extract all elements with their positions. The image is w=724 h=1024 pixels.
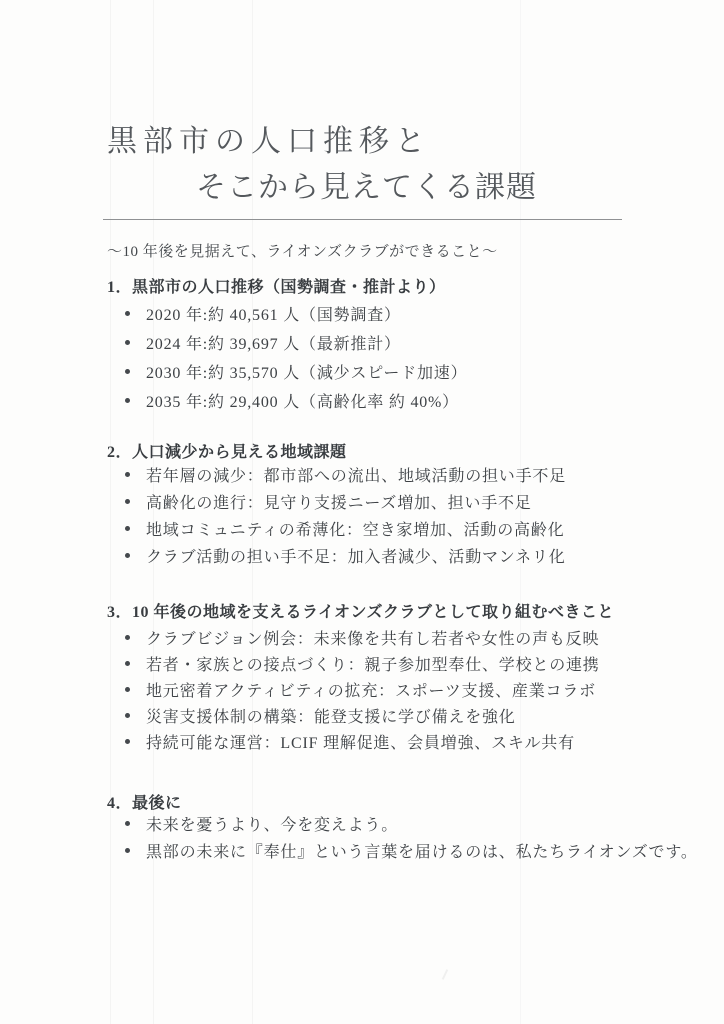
list-item-text: クラブビジョン例会：未来像を共有し若者や女性の声も反映 [146, 630, 600, 648]
list-item-text: 未来を憂うより、今を変えよう。 [146, 817, 399, 834]
list-item-text: 2024 年:約 39,697 人（最新推計） [146, 336, 401, 353]
list-item [125, 728, 600, 754]
list-item [125, 461, 566, 488]
section-2-list [125, 461, 566, 569]
list-item [125, 386, 467, 415]
section-1-list [125, 299, 467, 415]
list-item-text: 地元密着アクティビティの拡充：スポーツ支援、産業コラボ [146, 682, 596, 700]
list-item-text: 2030 年:約 35,570 人（減少スピード加速） [146, 365, 468, 382]
list-item-text: 2035 年:約 29,400 人（高齢化率 約 40%） [146, 394, 459, 411]
list-item [125, 702, 600, 728]
section-1-heading: 1．黒部市の人口推移（国勢調査・推計より） [107, 279, 446, 296]
bullet-icon [125, 553, 130, 558]
list-item [125, 837, 698, 864]
list-item [125, 357, 467, 386]
list-item [125, 624, 600, 650]
bullet-icon [125, 821, 130, 826]
bullet-icon [125, 311, 130, 316]
list-item [125, 676, 600, 702]
document-subtitle: ～10 年後を見据えて、ライオンズクラブができること～ [107, 244, 498, 260]
scan-smudge [442, 969, 448, 980]
list-item-text: クラブ活動の担い手不足：加入者減少、活動マンネリ化 [146, 549, 566, 566]
list-item-text: 黒部の未来に『奉仕』という言葉を届けるのは、私たちライオンズです。 [146, 844, 698, 861]
list-item-text: 災害支援体制の構築：能登支援に学び備えを強化 [146, 708, 516, 726]
section-3-heading: 3．10 年後の地域を支えるライオンズクラブとして取り組むべきこと [107, 604, 615, 621]
list-item-text: 持続可能な運営：LCIF 理解促進、会員増強、スキル共有 [146, 734, 575, 752]
bullet-icon [125, 713, 130, 718]
title-divider-rule [103, 219, 622, 220]
list-item-text: 若年層の減少：都市部への流出、地域活動の担い手不足 [146, 468, 567, 485]
document-title-line-1: 黒部市の人口推移と [107, 125, 431, 158]
list-item [125, 328, 467, 357]
bullet-icon [125, 526, 130, 531]
bullet-icon [125, 340, 130, 345]
list-item-text: 地域コミュニティの希薄化：空き家増加、活動の高齢化 [146, 522, 565, 539]
list-item-text: 高齢化の進行：見守り支援ニーズ増加、担い手不足 [146, 495, 532, 512]
bullet-icon [125, 635, 130, 640]
bullet-icon [125, 472, 130, 477]
list-item-text: 2020 年:約 40,561 人（国勢調査） [146, 307, 401, 324]
list-item [125, 299, 467, 328]
bullet-icon [125, 499, 130, 504]
bullet-icon [125, 369, 130, 374]
section-4-list [125, 810, 698, 864]
section-4-heading: 4．最後に [107, 795, 182, 812]
bullet-icon [125, 661, 130, 666]
bullet-icon [125, 398, 130, 403]
section-2-heading: 2．人口減少から見える地域課題 [107, 444, 347, 461]
list-item [125, 542, 566, 569]
section-3-list [125, 624, 600, 754]
list-item [125, 650, 600, 676]
bullet-icon [125, 739, 130, 744]
list-item-text: 若者・家族との接点づくり：親子参加型奉仕、学校との連携 [146, 656, 600, 674]
list-item [125, 488, 566, 515]
bullet-icon [125, 687, 130, 692]
list-item [125, 810, 698, 837]
list-item [125, 515, 566, 542]
bullet-icon [125, 848, 130, 853]
document-title-line-2: そこから見えてくる課題 [196, 171, 537, 204]
